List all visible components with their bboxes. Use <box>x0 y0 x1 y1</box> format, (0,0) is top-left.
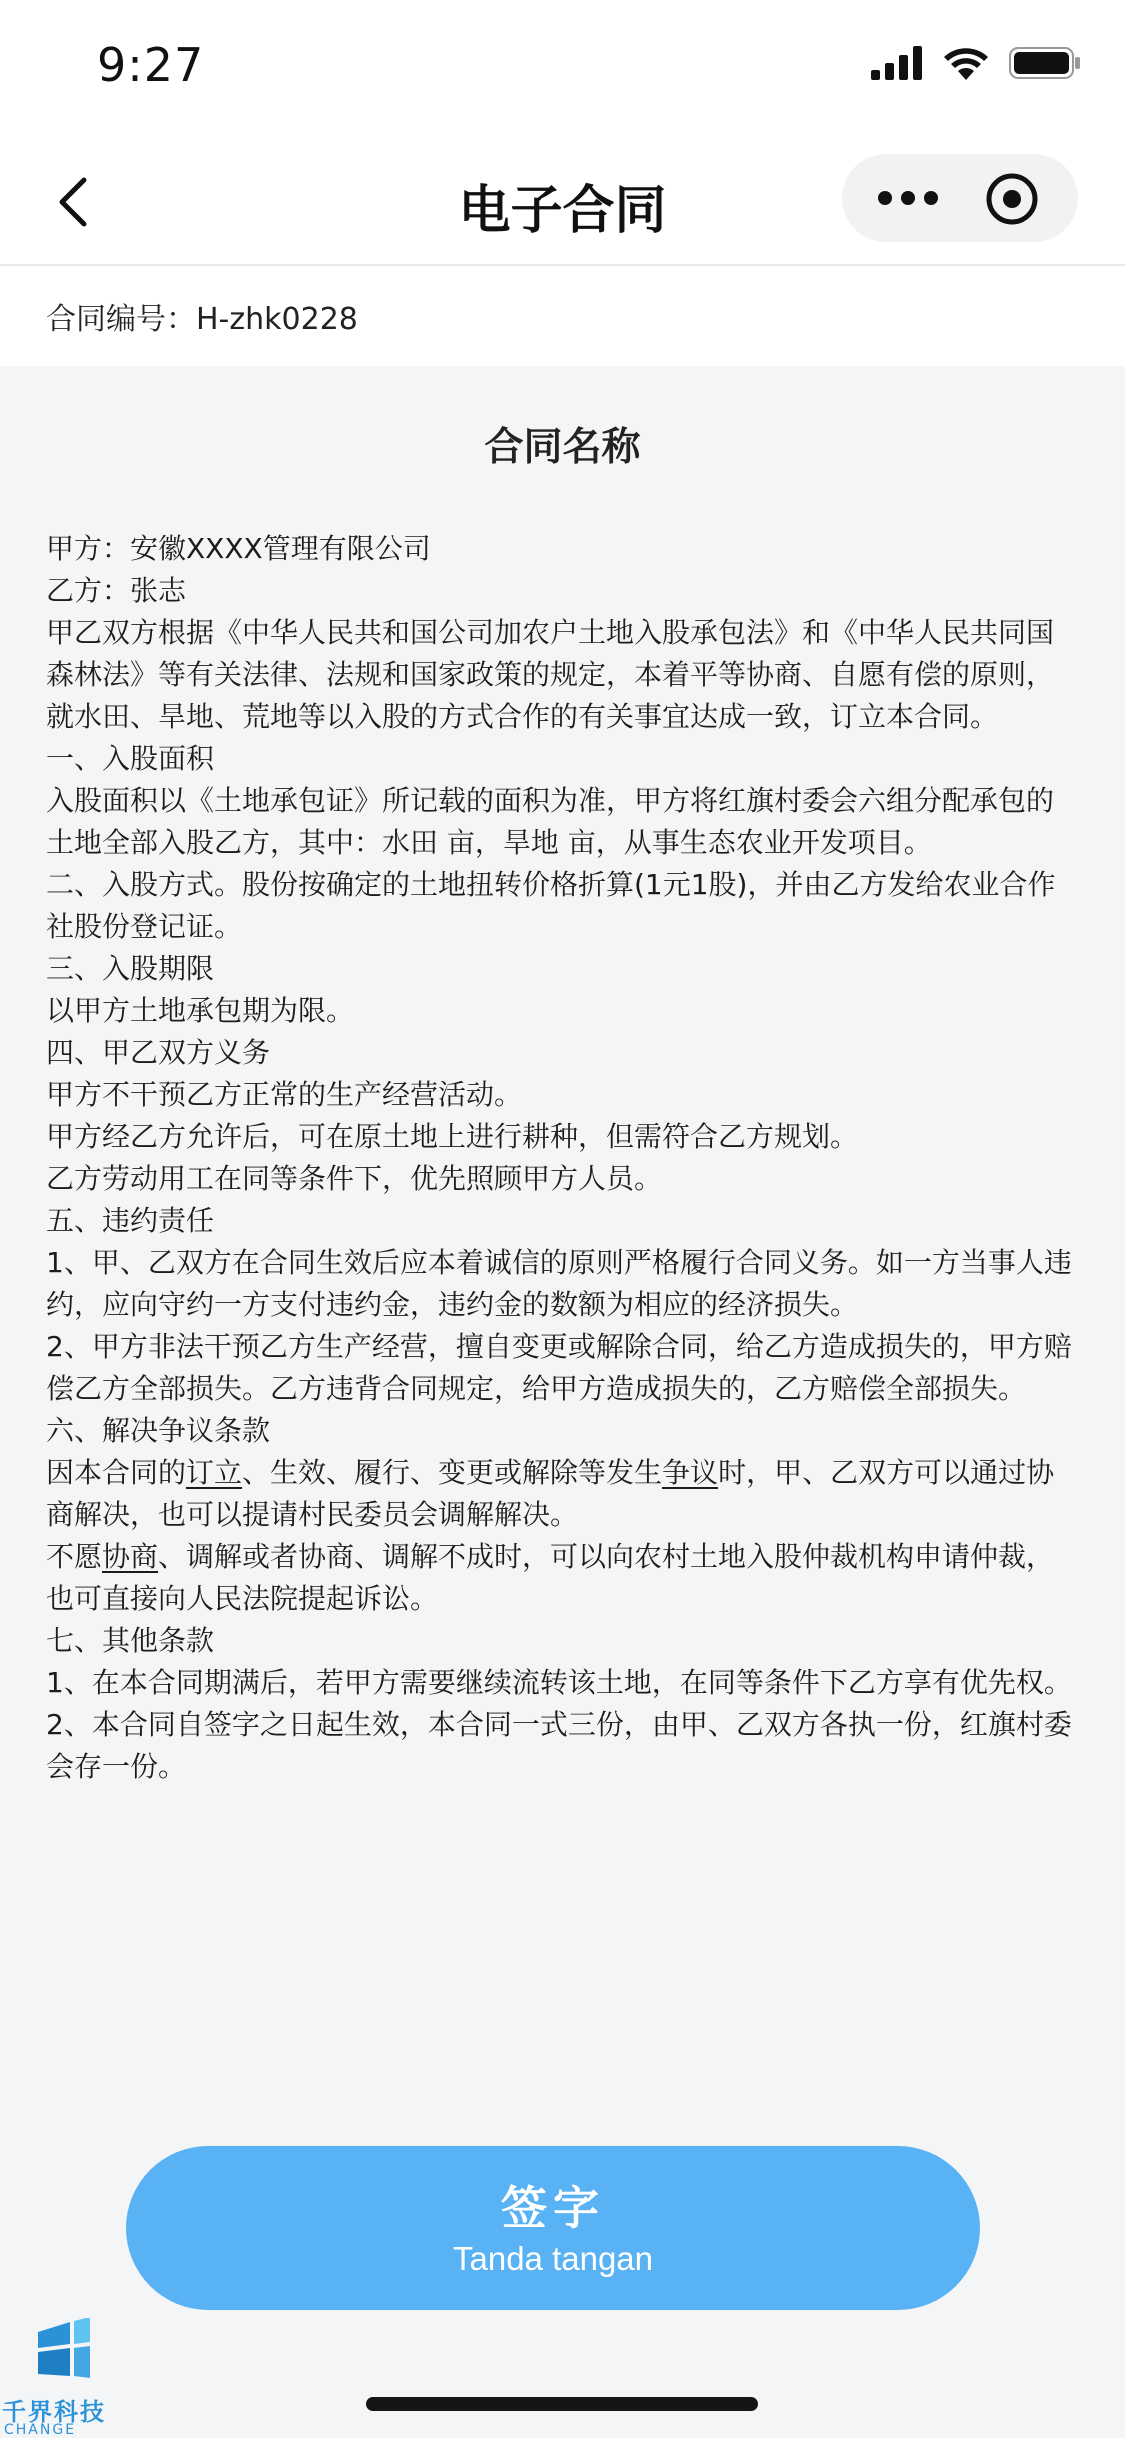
home-indicator[interactable] <box>366 2397 758 2411</box>
contract-line: 甲方经乙方允许后，可在原土地上进行耕种，但需符合乙方规划。 <box>46 1120 859 1153</box>
contract-line: 甲方不干预乙方正常的生产经营活动。 <box>46 1078 523 1111</box>
contract-line: 四、甲乙双方义务 <box>46 1036 271 1069</box>
contract-line: 五、违约责任 <box>46 1204 215 1237</box>
mini-program-capsule <box>842 154 1078 242</box>
contract-line: 1、在本合同期满后，若甲方需要继续流转该土地，在同等条件下乙方享有优先权。 <box>46 1666 1072 1699</box>
status-icons <box>871 46 1081 80</box>
contract-title: 合同名称 <box>484 425 641 470</box>
more-dots-icon[interactable] <box>877 183 939 213</box>
contract-number-value: H-zhk0228 <box>196 302 358 337</box>
underlined-term: 争议 <box>662 1456 719 1489</box>
text-segment: 、调解或者协商、调解不成时，可以向农村土地入股仲裁机构申请仲裁，也可直接向人民法院提起诉讼。 <box>46 1540 1055 1615</box>
sign-button-label: 签字 <box>501 2182 605 2234</box>
contract-line: 一、入股面积 <box>46 742 215 775</box>
status-bar <box>0 0 1125 140</box>
brand-watermark <box>0 2318 130 2436</box>
contract-line: 1、甲、乙双方在合同生效后应本着诚信的原则严格履行合同义务。如一方当事人违约，应向守约一方支付违约金，违约金的数额为相应的经济损失。 <box>46 1246 1072 1321</box>
cellular-signal-icon <box>871 46 923 80</box>
contract-line: 以甲方土地承包期为限。 <box>46 994 355 1027</box>
brand-sub: CHANGE <box>4 2422 77 2438</box>
status-time: 9:27 <box>97 38 205 92</box>
close-target-icon[interactable] <box>985 172 1039 226</box>
brand-logo-icon <box>0 2318 130 2390</box>
nav-bar <box>0 140 1125 266</box>
dispute-clause-1 <box>46 1452 1076 1536</box>
contract-line: 入股面积以《土地承包证》所记载的面积为准，甲方将红旗村委会六组分配承包的土地全部入股乙方，其中：水田 亩，旱地 亩，从事生态农业开发项目。 <box>46 784 1055 859</box>
page-title: 电子合同 <box>458 181 667 241</box>
contract-line: 三、入股期限 <box>46 952 215 985</box>
underlined-term: 订立 <box>186 1456 243 1489</box>
contract-line: 甲乙双方根据《中华人民共和国公司加农户土地入股承包法》和《中华人民共同国森林法》等有关法律、法规和国家政策的规定，本着平等协商、自愿有偿的原则，就水田、旱地、荒地等以入股的方式合作的有关事宜达成一致，订立本合同。 <box>46 616 1055 733</box>
contract-line: 六、解决争议条款 <box>46 1414 271 1447</box>
contract-line: 2、本合同自签字之日起生效，本合同一式三份，由甲、乙双方各执一份，红旗村委会存一份。 <box>46 1708 1072 1783</box>
sign-button-sublabel: Tanda tangan <box>452 2240 653 2277</box>
contract-number <box>46 294 358 338</box>
wifi-icon <box>943 46 989 80</box>
contract-line: 2、甲方非法干预乙方生产经营，擅自变更或解除合同，给乙方造成损失的，甲方赔偿乙方全部损失。乙方违背合同规定，给甲方造成损失的，乙方赔偿全部损失。 <box>46 1330 1072 1405</box>
contract-line: 乙方：张志 <box>46 574 187 607</box>
text-segment: 、生效、履行、变更或解除等发生 <box>242 1456 663 1489</box>
contract-body <box>46 528 1076 1788</box>
dispute-clause-2 <box>46 1536 1076 1620</box>
contract-line: 七、其他条款 <box>46 1624 215 1657</box>
underlined-term: 协商 <box>102 1540 159 1573</box>
contract-line: 甲方：安徽XXXX管理有限公司 <box>46 532 431 565</box>
battery-icon <box>1009 46 1081 80</box>
contract-number-label: 合同编号： <box>46 302 196 337</box>
text-segment: 时，甲、乙双方可以通过协商解决，也可以提请村民委员会调解解决。 <box>46 1456 1055 1531</box>
sign-button[interactable] <box>126 2146 980 2310</box>
brand-name: 千界科技 <box>2 2398 106 2426</box>
text-segment: 不愿 <box>46 1540 103 1573</box>
contract-line: 二、入股方式。股份按确定的土地扭转价格折算(1元1股)，并由乙方发给农业合作社股份登记证。 <box>46 868 1056 943</box>
text-segment: 因本合同的 <box>46 1456 187 1489</box>
contract-number-bar <box>0 266 1125 366</box>
contract-line: 乙方劳动用工在同等条件下，优先照顾甲方人员。 <box>46 1162 663 1195</box>
